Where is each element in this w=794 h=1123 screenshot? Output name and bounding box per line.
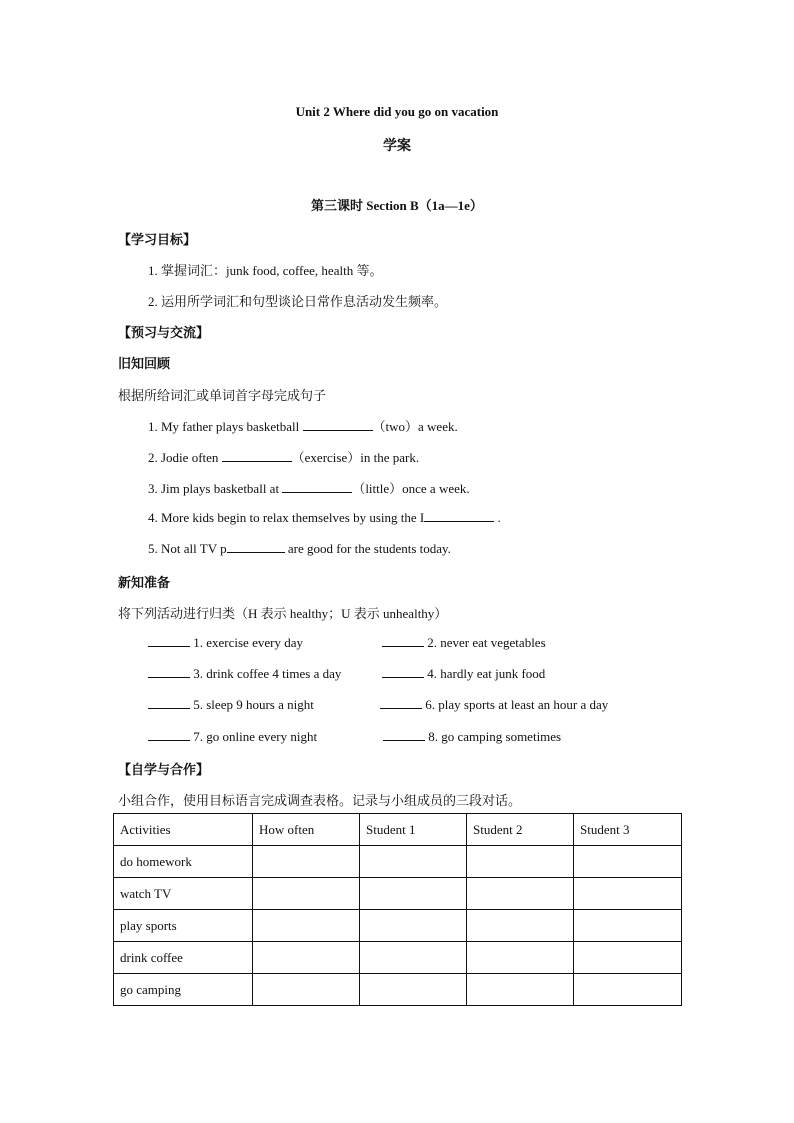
empty-cell[interactable] [253, 846, 360, 878]
table-row [114, 878, 682, 910]
activity-item [380, 696, 608, 713]
activity-item [383, 728, 561, 745]
empty-cell[interactable] [253, 974, 360, 1006]
fill-sentence [148, 540, 451, 557]
activity-item [382, 634, 546, 651]
answer-blank[interactable] [227, 540, 285, 553]
activity-text: 8. go camping sometimes [428, 729, 562, 744]
classify-instruction: 将下列活动进行归类（H 表示 healthy；U 表示 unhealthy） [118, 606, 448, 621]
header-cell: Student 2 [467, 814, 574, 846]
answer-blank[interactable] [303, 418, 373, 431]
activity-item [148, 696, 314, 713]
sentence-text: 2. Jodie often [148, 450, 222, 465]
preview-heading: 【预习与交流】 [118, 325, 210, 340]
sentence-text: （two）a week. [372, 419, 458, 434]
activity-text: 6. play sports at least an hour a day [425, 697, 609, 712]
sentence-text: 3. Jim plays basketball at [148, 481, 283, 496]
empty-cell[interactable] [253, 878, 360, 910]
activity-cell: play sports [114, 910, 253, 942]
fill-sentence [148, 447, 419, 466]
empty-cell[interactable] [467, 878, 574, 910]
new-knowledge-heading: 新知准备 [118, 575, 171, 590]
goal-item: 2. 运用所学词汇和句型谈论日常作息活动发生频率。 [148, 294, 448, 309]
empty-cell[interactable] [360, 942, 467, 974]
activity-text: 1. exercise every day [193, 635, 303, 650]
table-row [114, 974, 682, 1006]
answer-blank[interactable] [148, 696, 190, 709]
fill-sentence [148, 416, 458, 435]
unit-title: Unit 2 Where did you go on vacation [295, 104, 499, 119]
empty-cell[interactable] [467, 942, 574, 974]
goals-heading: 【学习目标】 [118, 232, 197, 247]
answer-blank[interactable] [148, 634, 190, 647]
sentence-text: （exercise）in the park. [291, 450, 420, 465]
activity-item [148, 728, 317, 745]
empty-cell[interactable] [467, 910, 574, 942]
activity-text: 4. hardly eat junk food [427, 666, 546, 681]
empty-cell[interactable] [360, 878, 467, 910]
review-heading: 旧知回顾 [118, 356, 171, 371]
sentence-text: 4. More kids begin to relax themselves by using the I [148, 510, 425, 525]
fill-sentence [148, 478, 470, 497]
answer-blank[interactable] [382, 665, 424, 678]
lesson-title: 第三课时 Section B（1a—1e） [311, 198, 483, 213]
activity-cell: do homework [114, 846, 253, 878]
review-instruction: 根据所给词汇或单词首字母完成句子 [118, 388, 327, 403]
empty-cell[interactable] [467, 974, 574, 1006]
answer-blank[interactable] [380, 696, 422, 709]
empty-cell[interactable] [574, 846, 682, 878]
empty-cell[interactable] [574, 942, 682, 974]
table-header-row [114, 814, 682, 846]
empty-cell[interactable] [360, 846, 467, 878]
table-row [114, 910, 682, 942]
sentence-text: 5. Not all TV p [148, 541, 227, 556]
empty-cell[interactable] [360, 974, 467, 1006]
sentence-text: are good for the students today. [284, 541, 451, 556]
cooperate-instruction: 小组合作，使用目标语言完成调查表格。记录与小组成员的三段对话。 [118, 793, 522, 808]
empty-cell[interactable] [574, 878, 682, 910]
sentence-text: . [494, 510, 501, 525]
header-cell: Student 1 [360, 814, 467, 846]
doc-type: 学案 [383, 139, 411, 154]
activity-text: 7. go online every night [193, 729, 318, 744]
activity-text: 5. sleep 9 hours a night [193, 697, 314, 712]
empty-cell[interactable] [253, 942, 360, 974]
activity-cell: watch TV [114, 878, 253, 910]
activity-cell: drink coffee [114, 942, 253, 974]
empty-cell[interactable] [467, 846, 574, 878]
activity-text: 2. never eat vegetables [427, 635, 546, 650]
header-cell: How often [253, 814, 360, 846]
table-row [114, 846, 682, 878]
answer-blank[interactable] [424, 509, 494, 522]
survey-table [113, 813, 682, 1006]
empty-cell[interactable] [253, 910, 360, 942]
table-row [114, 942, 682, 974]
activity-item [382, 665, 545, 682]
activity-cell: go camping [114, 974, 253, 1006]
activity-item [148, 665, 341, 682]
goal-item: 1. 掌握词汇：junk food, coffee, health 等。 [148, 263, 383, 278]
answer-blank[interactable] [383, 728, 425, 741]
answer-blank[interactable] [148, 665, 190, 678]
answer-blank[interactable] [282, 480, 352, 493]
answer-blank[interactable] [222, 449, 292, 462]
cooperate-heading: 【自学与合作】 [118, 762, 210, 777]
empty-cell[interactable] [360, 910, 467, 942]
fill-sentence [148, 509, 501, 526]
activity-text: 3. drink coffee 4 times a day [193, 666, 342, 681]
sentence-text: 1. My father plays basketball [148, 419, 303, 434]
empty-cell[interactable] [574, 974, 682, 1006]
empty-cell[interactable] [574, 910, 682, 942]
activity-item [148, 634, 303, 651]
sentence-text: （little）once a week. [352, 481, 470, 496]
header-cell: Activities [114, 814, 253, 846]
header-cell: Student 3 [574, 814, 682, 846]
answer-blank[interactable] [148, 728, 190, 741]
answer-blank[interactable] [382, 634, 424, 647]
